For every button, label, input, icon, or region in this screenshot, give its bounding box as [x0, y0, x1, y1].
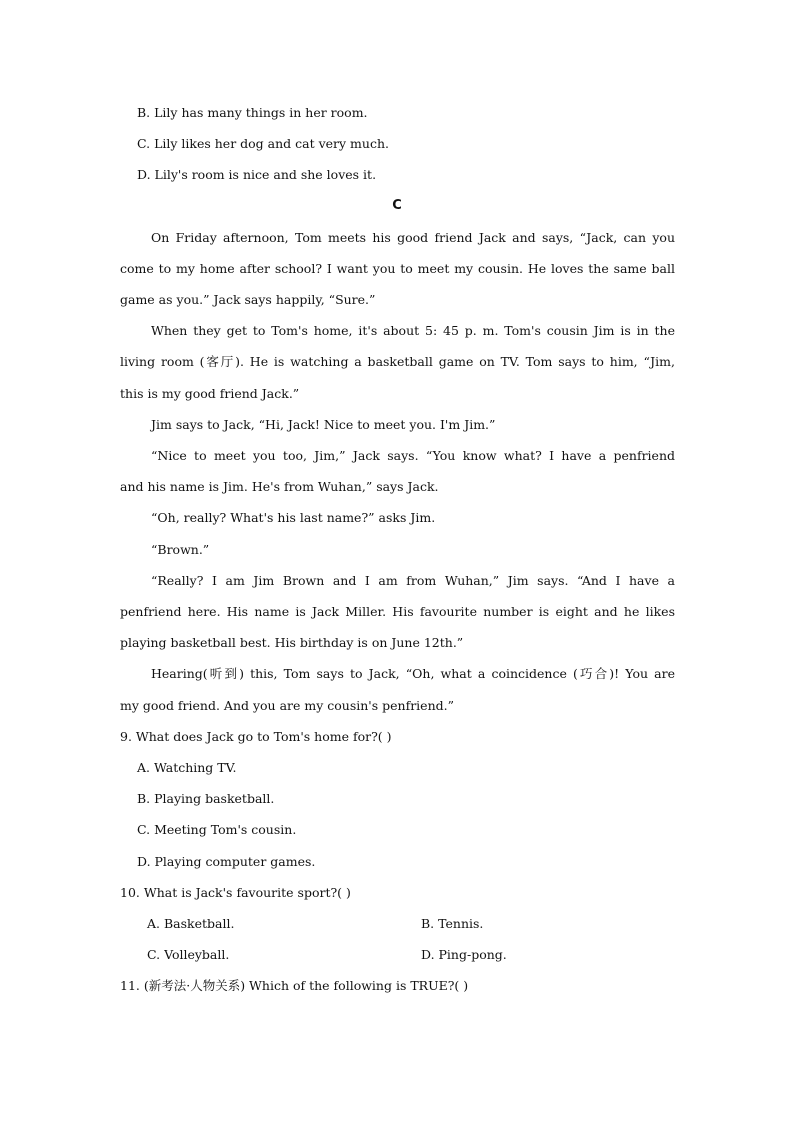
passage-line: On Friday afternoon, Tom meets his good friend Jack and says, “Jack, can you	[151, 230, 675, 245]
question-10-option-a: A. Basketball.	[147, 916, 235, 931]
question-9-option-d: D. Playing computer games.	[137, 854, 316, 869]
question-10-option-b: B. Tennis.	[421, 916, 484, 931]
passage-line: penfriend here. His name is Jack Miller. His favourite number is eight and he likes	[120, 604, 675, 619]
passage-line: “Really? I am Jim Brown and I am from Wuhan,” Jim says. “And I have a	[151, 573, 675, 588]
passage-line: my good friend. And you are my cousin's penfriend.”	[120, 698, 454, 713]
question-10-option-c: C. Volleyball.	[147, 947, 230, 962]
prev-option-b: B. Lily has many things in her room.	[137, 105, 368, 120]
passage-line: playing basketball best. His birthday is on June 12th.”	[120, 635, 464, 650]
question-9-option-b: B. Playing basketball.	[137, 791, 275, 806]
passage-line: “Oh, really? What's his last name?” asks Jim.	[151, 510, 436, 525]
question-10-option-d: D. Ping-pong.	[421, 947, 507, 962]
passage-line: “Brown.”	[151, 542, 210, 557]
question-11-stem: 11. (新考法·人物关系) Which of the following is TRUE?( )	[120, 978, 469, 993]
question-9-option-a: A. Watching TV.	[137, 760, 237, 775]
passage-line: and his name is Jim. He's from Wuhan,” says Jack.	[120, 479, 439, 494]
passage-line: Jim says to Jack, “Hi, Jack! Nice to meet you. I'm Jim.”	[151, 417, 496, 432]
passage-line: Hearing(听到) this, Tom says to Jack, “Oh, what a coincidence (巧合)! You are	[151, 666, 675, 681]
prev-option-d: D. Lily's room is nice and she loves it.	[137, 167, 377, 182]
passage-line: this is my good friend Jack.”	[120, 386, 300, 401]
question-10-stem: 10. What is Jack's favourite sport?( )	[120, 885, 351, 900]
passage-line: “Nice to meet you too, Jim,” Jack says. “You know what? I have a penfriend	[151, 448, 675, 463]
passage-line: game as you.” Jack says happily, “Sure.”	[120, 292, 376, 307]
question-9-stem: 9. What does Jack go to Tom's home for?( )	[120, 729, 392, 744]
passage-line: When they get to Tom's home, it's about 5: 45 p. m. Tom's cousin Jim is in the	[151, 323, 675, 338]
prev-option-c: C. Lily likes her dog and cat very much.	[137, 136, 389, 151]
passage-line: come to my home after school? I want you to meet my cousin. He loves the same ball	[120, 261, 675, 276]
question-9-option-c: C. Meeting Tom's cousin.	[137, 822, 297, 837]
section-heading: C	[392, 198, 402, 213]
passage-line: living room (客厅). He is watching a basketball game on TV. Tom says to him, “Jim,	[120, 354, 675, 369]
